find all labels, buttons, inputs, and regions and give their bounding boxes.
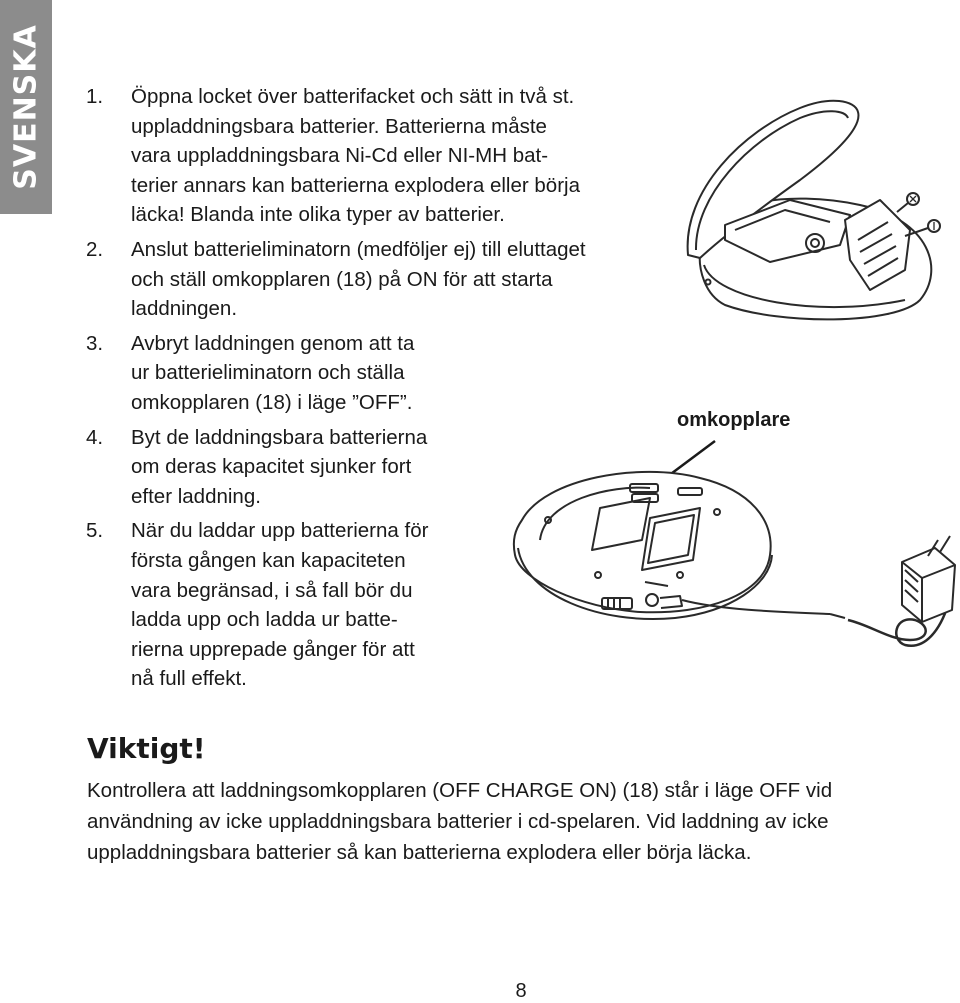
step-line: rierna upprepade gånger för att xyxy=(131,637,415,661)
switch-label: omkopplare xyxy=(677,409,791,431)
step-number: 3. xyxy=(86,331,104,355)
step-line: vara uppladdningsbara Ni-Cd eller NI-MH bat- xyxy=(131,144,549,168)
power-adapter-drawing xyxy=(682,536,955,646)
step-line: efter laddning. xyxy=(131,484,261,508)
step-line: laddningen. xyxy=(131,297,238,321)
step-line: När du laddar upp batterierna för xyxy=(131,519,429,543)
step-line: terier annars kan batterierna explodera eller börja xyxy=(131,173,580,197)
step-line: ladda upp och ladda ur batte- xyxy=(131,608,398,632)
step-line: om deras kapacitet sjunker fort xyxy=(131,455,412,479)
step-line: Anslut batterieliminatorn (medföljer ej) till eluttaget xyxy=(131,237,586,261)
important-heading: Viktigt! xyxy=(87,732,206,765)
page-number-footer xyxy=(0,980,960,1003)
important-notice xyxy=(87,775,832,868)
step-number: 5. xyxy=(86,519,104,543)
open-cd-player-drawing xyxy=(688,101,940,320)
notice-line: uppladdningsbara batterier så kan batterierna explodera eller börja läcka. xyxy=(87,841,752,864)
step-line: Avbryt laddningen genom att ta xyxy=(131,331,415,355)
step-line: omkopplaren (18) i läge ”OFF”. xyxy=(131,390,413,414)
step-line: vara begränsad, i så fall bör du xyxy=(131,578,413,602)
switch-leader-line xyxy=(640,441,715,497)
step-line: nå full effekt. xyxy=(131,667,247,691)
step-2 xyxy=(86,235,586,324)
step-line: och ställ omkopplaren (18) på ON för att starta xyxy=(131,267,553,291)
step-1 xyxy=(86,82,586,230)
language-tab xyxy=(0,0,52,214)
step-3 xyxy=(86,329,586,418)
step-5 xyxy=(86,516,586,694)
notice-line: Kontrollera att laddningsomkopplaren (OFF CHARGE ON) (18) står i läge OFF vid xyxy=(87,779,833,802)
instruction-steps xyxy=(86,82,586,699)
step-number: 4. xyxy=(86,425,104,449)
notice-line: användning av icke uppladdningsbara batterier i cd-spelaren. Vid laddning av icke xyxy=(87,810,829,833)
page-number: 8 xyxy=(515,980,527,1002)
step-line: första gången kan kapaciteten xyxy=(131,548,406,572)
step-line: uppladdningsbara batterier. Batterierna måste xyxy=(131,114,547,138)
step-number: 1. xyxy=(86,85,104,108)
step-line: läcka! Blanda inte olika typer av batterier. xyxy=(131,203,505,227)
step-number: 2. xyxy=(86,237,104,261)
step-4 xyxy=(86,423,586,512)
step-line: Öppna locket över batterifacket och sätt in två st. xyxy=(131,85,575,108)
step-line: ur batterieliminatorn och ställa xyxy=(131,361,405,385)
language-label: SVENSKA xyxy=(8,24,44,190)
step-line: Byt de laddningsbara batterierna xyxy=(131,425,428,449)
